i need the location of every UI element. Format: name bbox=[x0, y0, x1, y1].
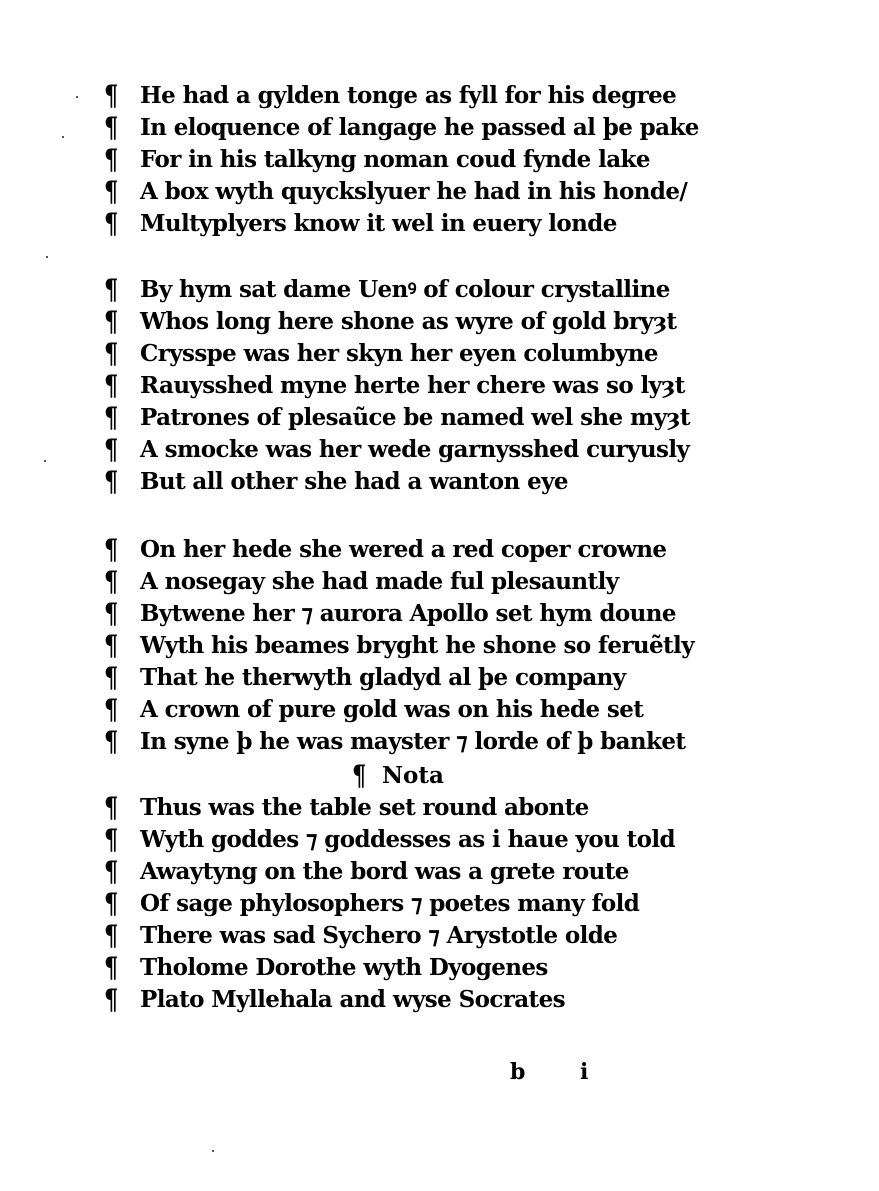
verse-line bbox=[104, 306, 724, 338]
verse-line bbox=[104, 434, 724, 466]
verse-line bbox=[104, 920, 724, 952]
stanza-3 bbox=[104, 534, 724, 758]
pilcrow-mark: ¶ bbox=[104, 661, 118, 694]
scan-speck bbox=[44, 460, 46, 462]
pilcrow-mark: ¶ bbox=[104, 951, 118, 984]
verse-text: Tholome Dorothe wyth Dyogenes bbox=[140, 954, 548, 981]
verse-line bbox=[104, 824, 724, 856]
verse-text: Plato Myllehala and wyse Socrates bbox=[140, 986, 565, 1013]
pilcrow-mark: ¶ bbox=[104, 433, 118, 466]
verse-text: Rauysshed myne herte her chere was so lyȝt bbox=[140, 372, 685, 399]
verse-line bbox=[104, 792, 724, 824]
verse-text: Wyth goddes ⁊ goddesses as i haue you told bbox=[140, 826, 675, 853]
verse-text: Bytwene her ⁊ aurora Apollo set hym doune bbox=[140, 600, 676, 627]
verse-text: He had a gylden tonge as fyll for his degree bbox=[140, 82, 677, 109]
verse-text: A smocke was her wede garnysshed curyusly bbox=[140, 436, 690, 463]
pilcrow-mark: ¶ bbox=[104, 791, 118, 824]
verse-text: But all other she had a wanton eye bbox=[140, 468, 568, 495]
verse-line bbox=[104, 112, 724, 144]
verse-text: A crown of pure gold was on his hede set bbox=[140, 696, 644, 723]
pilcrow-mark: ¶ bbox=[104, 983, 118, 1016]
pilcrow-mark: ¶ bbox=[104, 273, 118, 306]
verse-text: Multyplyers know it wel in euery londe bbox=[140, 210, 617, 237]
verse-line bbox=[104, 80, 724, 112]
verse-text: On her hede she wered a red coper crowne bbox=[140, 536, 667, 563]
verse-text: Awaytyng on the bord was a grete route bbox=[140, 858, 629, 885]
pilcrow-mark: ¶ bbox=[104, 693, 118, 726]
pilcrow-mark: ¶ bbox=[104, 111, 118, 144]
verse-line bbox=[104, 466, 724, 498]
pilcrow-mark: ¶ bbox=[352, 759, 367, 792]
pilcrow-mark: ¶ bbox=[104, 337, 118, 370]
verse-line bbox=[104, 370, 724, 402]
verse-text: In eloquence of langage he passed al þe pake bbox=[140, 114, 699, 141]
verse-text: By hym sat dame Uenꝰ of colour crystalline bbox=[140, 276, 670, 303]
pilcrow-mark: ¶ bbox=[104, 401, 118, 434]
verse-line bbox=[104, 984, 724, 1016]
pilcrow-mark: ¶ bbox=[104, 823, 118, 856]
signature-numeral: i bbox=[580, 1059, 589, 1085]
pilcrow-mark: ¶ bbox=[104, 143, 118, 176]
pilcrow-mark: ¶ bbox=[104, 207, 118, 240]
verse-line bbox=[104, 888, 724, 920]
heading-text: Nota bbox=[382, 762, 444, 789]
verse-line bbox=[104, 208, 724, 240]
verse-line bbox=[104, 662, 724, 694]
signature-letter: b bbox=[510, 1059, 526, 1085]
verse-text: A box wyth quyckslyuer he had in his honde/ bbox=[140, 178, 688, 205]
nota-heading bbox=[352, 760, 444, 792]
pilcrow-mark: ¶ bbox=[104, 597, 118, 630]
verse-line bbox=[104, 402, 724, 434]
pilcrow-mark: ¶ bbox=[104, 533, 118, 566]
scan-speck bbox=[76, 96, 78, 98]
stanza-1 bbox=[104, 80, 724, 240]
verse-text: Crysspe was her skyn her eyen columbyne bbox=[140, 340, 658, 367]
verse-text: Whos long here shone as wyre of gold bryȝt bbox=[140, 308, 677, 335]
pilcrow-mark: ¶ bbox=[104, 369, 118, 402]
signature-mark bbox=[510, 1054, 610, 1090]
verse-line bbox=[104, 566, 724, 598]
verse-text: In syne þ he was mayster ⁊ lorde of þ banket bbox=[140, 728, 686, 755]
pilcrow-mark: ¶ bbox=[104, 565, 118, 598]
verse-text: Of sage phylosophers ⁊ poetes many fold bbox=[140, 890, 640, 917]
verse-text: That he therwyth gladyd al þe company bbox=[140, 664, 626, 691]
verse-line bbox=[104, 176, 724, 208]
stanza-4 bbox=[104, 792, 724, 1016]
pilcrow-mark: ¶ bbox=[104, 629, 118, 662]
pilcrow-mark: ¶ bbox=[104, 919, 118, 952]
scan-speck bbox=[46, 256, 48, 258]
verse-line bbox=[104, 598, 724, 630]
verse-text: A nosegay she had made ful plesauntly bbox=[140, 568, 619, 595]
stanza-2 bbox=[104, 274, 724, 498]
pilcrow-mark: ¶ bbox=[104, 465, 118, 498]
pilcrow-mark: ¶ bbox=[104, 305, 118, 338]
verse-line bbox=[104, 694, 724, 726]
verse-text: Thus was the table set round abonte bbox=[140, 794, 589, 821]
verse-line bbox=[104, 144, 724, 176]
pilcrow-mark: ¶ bbox=[104, 175, 118, 208]
scan-speck bbox=[62, 136, 64, 138]
verse-line bbox=[104, 630, 724, 662]
pilcrow-mark: ¶ bbox=[104, 725, 118, 758]
verse-line bbox=[104, 338, 724, 370]
verse-text: There was sad Sychero ⁊ Arystotle olde bbox=[140, 922, 618, 949]
pilcrow-mark: ¶ bbox=[104, 855, 118, 888]
verse-line bbox=[104, 952, 724, 984]
verse-text: Wyth his beames bryght he shone so feruẽtly bbox=[140, 632, 694, 659]
verse-line bbox=[104, 534, 724, 566]
pilcrow-mark: ¶ bbox=[104, 887, 118, 920]
verse-text: For in his talkyng noman coud fynde lake bbox=[140, 146, 650, 173]
verse-line bbox=[104, 856, 724, 888]
verse-line bbox=[104, 726, 724, 758]
verse-text: Patrones of plesaũce be named wel she myȝt bbox=[140, 404, 690, 431]
scan-speck bbox=[212, 1150, 214, 1152]
pilcrow-mark: ¶ bbox=[104, 79, 118, 112]
verse-line bbox=[104, 274, 724, 306]
